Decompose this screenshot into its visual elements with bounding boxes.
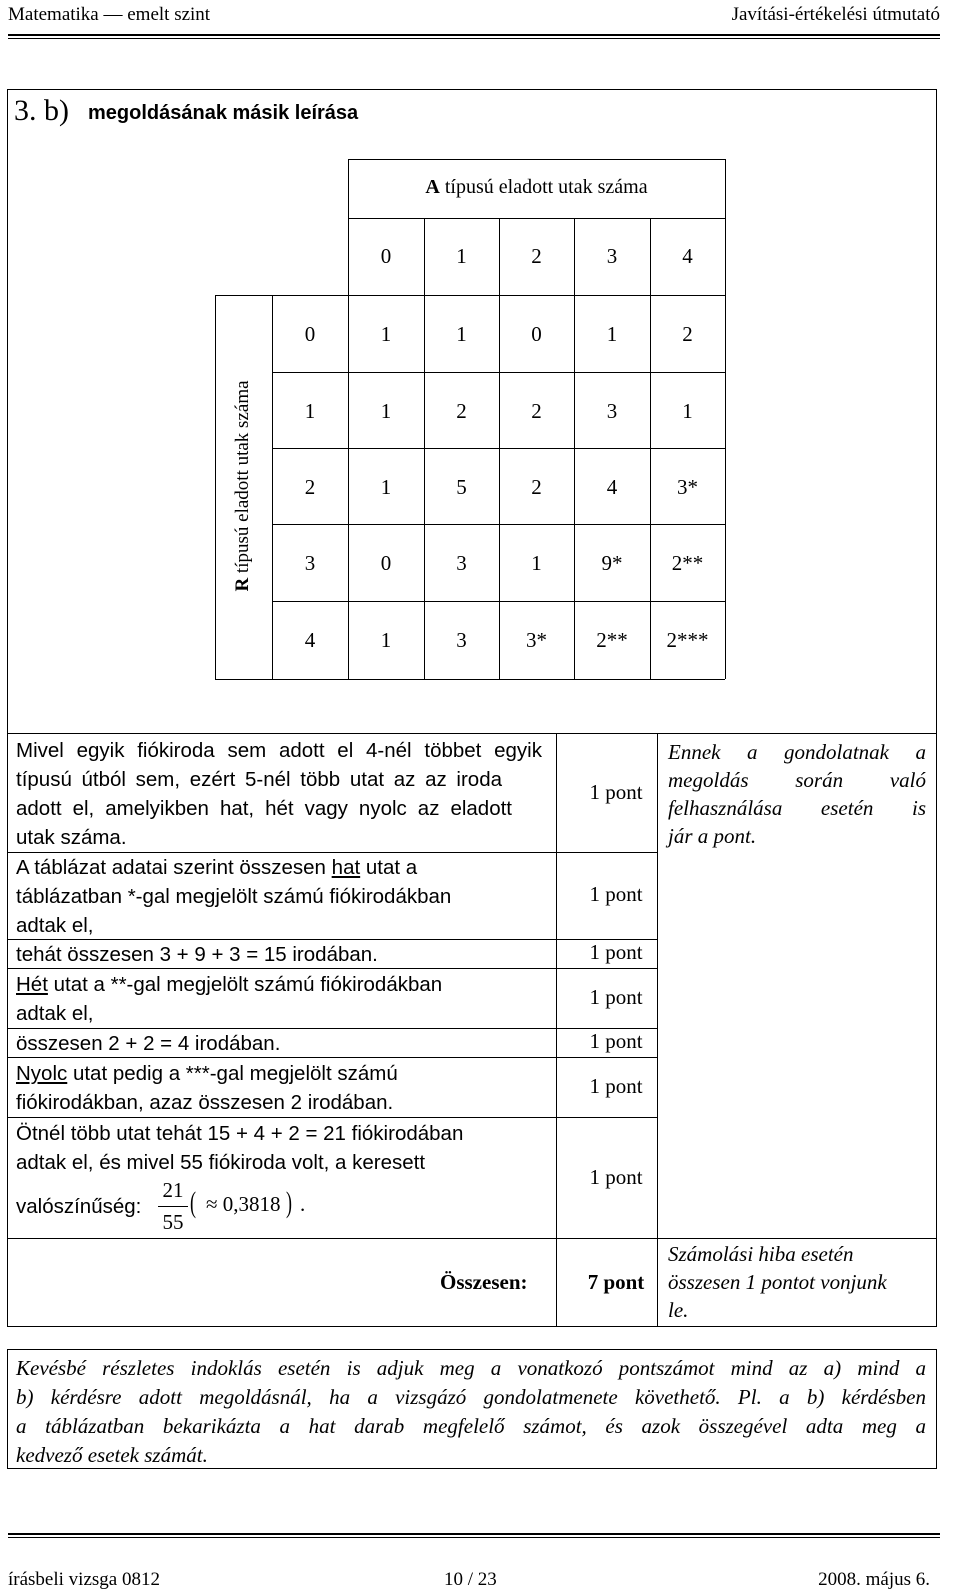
scoring-top-rule (8, 733, 936, 734)
table-cell: 1 (682, 399, 693, 423)
table-cell: 1 (380, 475, 392, 499)
column-header-letter: A (425, 176, 440, 198)
footer-exam-code: írásbeli vizsga 0812 (8, 1569, 160, 1590)
approx-value: ≈ 0,3818 (206, 1192, 281, 1216)
table-cell: 1 (380, 628, 392, 652)
row-header-letter: R (232, 577, 253, 592)
close-paren: ) (286, 1186, 292, 1219)
text-run: A táblázat adatai szerint összesen (16, 856, 332, 879)
solution-step-5: összesen 2 + 2 = 4 irodában. (16, 1032, 281, 1055)
row-label: 3 (304, 551, 316, 575)
table-cell: 2 (456, 399, 467, 423)
points-step-5: 1 pont (589, 1029, 643, 1053)
column-header (348, 176, 725, 199)
table-cell: 1 (456, 322, 467, 346)
header-rule-thin (8, 38, 940, 39)
solution-step-1-line: adott el, amelyikben hat, hét vagy nyolc az eladott (16, 797, 512, 820)
row-header-text: típusú eladott utak száma (232, 380, 253, 574)
total-points: 7 pont (587, 1270, 645, 1294)
page-number: 10 / 23 (444, 1569, 497, 1590)
solution-step-4-line (16, 970, 442, 999)
solution-step-2-line (16, 853, 417, 882)
solution-step-6-line: fiókirodákban, azaz összesen 2 irodában. (16, 1091, 394, 1114)
row-label: 1 (304, 399, 316, 423)
total-note-line: összesen 1 pontot vonjunk (668, 1270, 887, 1294)
column-header-text: típusú eladott utak száma (444, 176, 648, 198)
table-cell: 1 (380, 322, 392, 346)
fraction-denominator: 55 (162, 1210, 184, 1234)
probability-label: valószínűség: (16, 1195, 142, 1218)
points-step-6: 1 pont (589, 1074, 643, 1098)
fraction-numerator: 21 (162, 1178, 184, 1202)
section-title: megoldásának másik leírása (88, 102, 359, 124)
solution-step-3: tehát összesen 3 + 9 + 3 = 15 irodában. (16, 943, 378, 966)
table-cell: 3* (677, 475, 698, 499)
table-cell: 2*** (666, 628, 709, 652)
col-label: 2 (531, 244, 542, 268)
remark-line: a táblázatban bekarikázta a hat darab megfelelő számot, és azok összegével adta meg a (16, 1414, 926, 1438)
footer-rule (8, 1533, 940, 1535)
solution-step-4-line: adtak el, (16, 1002, 94, 1025)
footer-date: 2008. május 6. (818, 1569, 930, 1590)
total-note-line: Számolási hiba esetén (668, 1242, 854, 1266)
table-cell: 4 (606, 475, 618, 499)
col-label: 3 (606, 244, 618, 268)
text-run: utat a **-gal megjelölt számú fiókirodákban (47, 973, 443, 996)
solution-step-1-line: Mivel egyik fiókiroda sem adott el 4-nél többet egyik (16, 739, 542, 762)
open-paren: ( (190, 1186, 196, 1219)
solution-step-1-line: típusú útból sem, ezért 5-nél több utat az az iroda (16, 768, 502, 791)
solution-step-7-line: adtak el, és mivel 55 fiókiroda volt, a keresett (16, 1151, 426, 1174)
solution-step-2-line: adtak el, (16, 914, 94, 937)
table-cell: 2 (682, 322, 693, 346)
solution-step-6-line (16, 1059, 398, 1088)
underlined-word: hat (331, 856, 361, 879)
table-cell: 2** (671, 551, 704, 575)
footer-rule-thin (8, 1537, 940, 1538)
col-label: 0 (380, 244, 392, 268)
table-cell: 3 (456, 628, 467, 652)
table-cell: 3* (526, 628, 547, 652)
points-step-2: 1 pont (589, 882, 643, 906)
row-label: 0 (304, 322, 316, 346)
table-cell: 3 (456, 551, 467, 575)
table-cell: 0 (380, 551, 392, 575)
row-rule (8, 1117, 657, 1118)
points-step-4: 1 pont (589, 985, 643, 1009)
header-guide-title: Javítási-értékelési útmutató (731, 4, 940, 25)
section-number: 3. b) (14, 94, 69, 127)
text-run: utat pedig a ***-gal megjelölt számú (67, 1062, 398, 1085)
col-label: 4 (682, 244, 693, 268)
period: . (300, 1192, 306, 1216)
row-rule (8, 1238, 936, 1239)
total-note-line: le. (668, 1298, 689, 1322)
total-label: Összesen: (440, 1270, 528, 1294)
col-label: 1 (456, 244, 467, 268)
note-line: felhasználása esetén is (668, 796, 926, 820)
underlined-word: Hét (16, 973, 48, 996)
table-cell: 3 (606, 399, 618, 423)
underlined-word: Nyolc (16, 1062, 68, 1085)
note-line: Ennek a gondolatnak a (668, 740, 926, 764)
table-cell: 5 (456, 475, 467, 499)
solution-step-2-line: táblázatban *-gal megjelölt számú fiókirodákban (16, 885, 452, 908)
table-cell: 1 (380, 399, 392, 423)
row-label: 2 (304, 475, 316, 499)
row-label: 4 (304, 628, 316, 652)
points-step-7: 1 pont (589, 1165, 643, 1189)
table-cell: 2 (531, 475, 542, 499)
table-cell: 0 (531, 322, 542, 346)
points-step-1: 1 pont (589, 780, 643, 804)
solution-step-7-line: Ötnél több utat tehát 15 + 4 + 2 = 21 fiókirodában (16, 1122, 464, 1145)
header-rule (8, 34, 940, 36)
table-cell: 1 (606, 322, 618, 346)
text-run: utat a (360, 856, 418, 879)
note-line: megoldás során való (668, 768, 926, 792)
note-line: jár a pont. (668, 824, 757, 848)
fraction-bar (158, 1206, 188, 1207)
points-step-3: 1 pont (589, 940, 643, 964)
remark-line: kedvező esetek számát. (16, 1443, 208, 1467)
table-cell: 9* (601, 551, 623, 575)
table-cell: 2 (531, 399, 542, 423)
header-subject: Matematika — emelt szint (8, 4, 211, 25)
solution-step-1-line: utak száma. (16, 826, 127, 849)
table-cell: 1 (531, 551, 542, 575)
remark-line: Kevésbé részletes indoklás esetén is adjuk meg a vonatkozó pontszámot mind az a) mind a (16, 1356, 926, 1380)
remark-line: b) kérdésre adott megoldásnál, ha a vizsgázó gondolatmenete követhető. Pl. a b) kérdésben (16, 1385, 926, 1409)
table-cell: 2** (596, 628, 628, 652)
